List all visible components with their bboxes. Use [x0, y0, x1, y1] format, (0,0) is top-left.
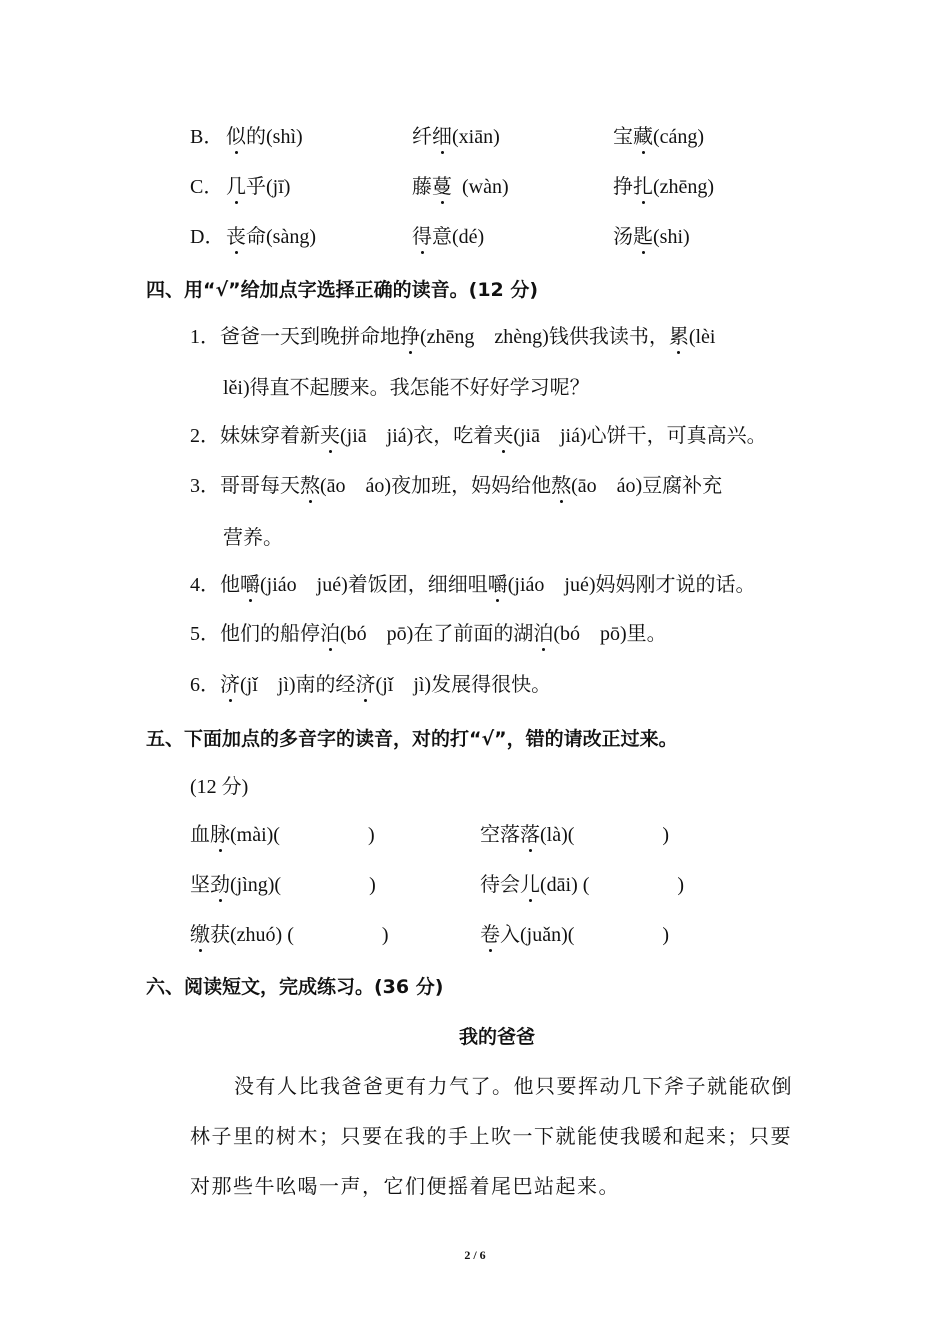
dotted-char: 嚼	[240, 574, 260, 596]
dotted-char: 丧	[226, 226, 246, 248]
answer-row-1-left: 血脉(mài)( )	[190, 824, 375, 846]
option-row-c: C．	[190, 176, 224, 198]
answer-row-3-left: 缴获(zhuó) ( )	[190, 924, 389, 946]
option-row-b: B．	[190, 126, 224, 148]
question-4-2: 2．妹妹穿着新夹(jiā jiá)衣，吃着夹(jiā jiá)心饼干，可真高兴。	[190, 425, 767, 447]
question-4-3: 3．哥哥每天熬(āo áo)夜加班，妈妈给他熬(āo áo)豆腐补充	[190, 475, 723, 497]
dotted-char: 细	[432, 126, 452, 148]
option-b-word-1: 似的(shì)	[226, 126, 303, 148]
page-number: 2 / 6	[464, 1248, 486, 1262]
option-d-word-2: 得意(dé)	[412, 226, 485, 248]
dotted-char: 泊	[320, 623, 340, 645]
dotted-char: 累	[668, 326, 689, 348]
option-c-word-1: 几乎(jī)	[226, 176, 291, 198]
passage-line-3: 对那些牛吆喝一声，它们便摇着尾巴站起来。	[190, 1176, 620, 1198]
dotted-char: 泊	[533, 623, 554, 645]
answer-row-2-right: 待会儿(dāi) ( )	[480, 874, 685, 896]
dotted-char: 熬	[551, 475, 572, 497]
dotted-char: 济	[355, 674, 376, 696]
dotted-char: 劲	[210, 874, 230, 896]
passage-title: 我的爸爸	[458, 1026, 535, 1048]
dotted-char: 卷	[480, 924, 500, 946]
question-4-3-continued: 营养。	[223, 527, 283, 549]
option-row-d: D．	[190, 226, 225, 248]
section-5-score: (12 分)	[190, 776, 249, 798]
dotted-char: 济	[220, 674, 240, 696]
dotted-char: 蔓	[432, 176, 452, 198]
dotted-char: 缴	[190, 924, 210, 946]
option-d-word-3: 汤匙(shi)	[613, 226, 690, 248]
dotted-char: 几	[226, 176, 246, 198]
dotted-char: 夹	[320, 425, 340, 447]
dotted-char: 熬	[300, 475, 320, 497]
dotted-char: 似	[226, 126, 246, 148]
dotted-char: 得	[412, 226, 432, 248]
question-4-5: 5．他们的船停泊(bó pō)在了前面的湖泊(bó pō)里。	[190, 623, 667, 645]
dotted-char: 嚼	[487, 574, 508, 596]
dotted-char: 藏	[633, 126, 653, 148]
dotted-char: 扎	[633, 176, 653, 198]
dotted-char: 脉	[210, 824, 230, 846]
answer-row-3-right: 卷入(juǎn)( )	[480, 924, 670, 946]
question-4-6: 6．济(jǐ jì)南的经济(jǐ jì)发展得很快。	[190, 674, 552, 696]
dotted-char: 夹	[493, 425, 514, 447]
dotted-char: 儿	[520, 874, 540, 896]
question-4-1: 1．爸爸一天到晚拼命地挣(zhēng zhèng)钱供我读书，累(lèi	[190, 326, 716, 348]
section-6-heading: 六、阅读短文，完成练习。(36 分)	[146, 976, 444, 998]
passage-line-2: 林子里的树木；只要在我的手上吹一下就能使我暖和起来；只要	[190, 1126, 792, 1148]
option-b-word-2: 纤细(xiān)	[412, 126, 500, 148]
answer-row-1-right: 空落落(là)( )	[480, 824, 670, 846]
option-c-word-2: 藤蔓 (wàn)	[412, 176, 509, 198]
passage-line-1: 没有人比我爸爸更有力气了。他只要挥动几下斧子就能砍倒	[234, 1076, 793, 1098]
question-4-1-continued: lěi)得直不起腰来。我怎能不好好学习呢？	[223, 377, 590, 399]
option-b-word-3: 宝藏(cáng)	[613, 126, 705, 148]
question-4-4: 4．他嚼(jiáo jué)着饭团，细细咀嚼(jiáo jué)妈妈刚才说的话。	[190, 574, 756, 596]
option-d-word-1: 丧命(sàng)	[226, 226, 316, 248]
dotted-char: 挣	[400, 326, 420, 348]
dotted-char: 落	[520, 824, 540, 846]
option-c-word-3: 挣扎(zhēng)	[613, 176, 715, 198]
section-4-heading: 四、用“√”给加点字选择正确的读音。(12 分)	[146, 279, 539, 301]
section-5-heading: 五、下面加点的多音字的读音，对的打“√”，错的请改正过来。	[146, 728, 678, 750]
dotted-char: 匙	[633, 226, 653, 248]
answer-row-2-left: 坚劲(jìng)( )	[190, 874, 376, 896]
